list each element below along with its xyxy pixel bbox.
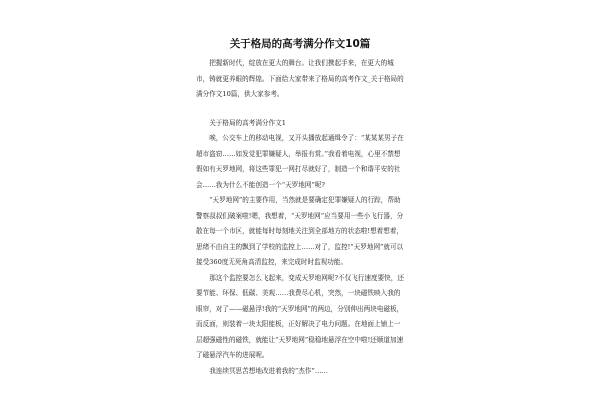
body-paragraph: 那这个监控要怎么飞起来，变成天罗地网呢?不仅飞行速度要快，还要节能、环保、低碳、美观……我费尽心机，突然，一块磁铁映入我的眼帘，对了——磁悬浮!我的“天罗地网”的两边，分别伸出两块电磁板，而反面，则装着一块太阳能板，正好解决了电力问题。在地面上铺上一层超强磁性的磁铁，就能让“天罗地网”稳稳地悬浮在空中啦!还顺道加速了磁悬浮汽车的进展呢。 <box>196 273 404 359</box>
spacer <box>196 103 406 116</box>
page-title: 关于格局的高考满分作文10篇 <box>229 38 371 50</box>
article-body <box>196 56 406 379</box>
body-paragraph: “天罗地网”的主要作用，当然就是要确定犯罪嫌疑人的行踪，帮助警察叔叔们破案啦!嗯，我想着，“天罗地网”应当要用一些小飞行器，分散在每一个市区，就能每时每刻地关注到全部地方的状态啦!想着想着，思绪不由自主的飘到了学校的监控上……对了，监控!“天罗地网”就可以接受360度无死角高清监控，来完成时时监视功能。 <box>196 196 404 266</box>
body-paragraph: 唉，公交车上的移动电视，又开头播放起通缉令了：“某某某男子在超市盗窃……如发觉犯罪嫌疑人，举报有赏。”我看着电视，心里不禁想 假如有天罗地网，将这些罪犯一网打尽就好了，制造一个和谐平安的社会……我为什么不能创造一个“天罗地网”呢? <box>196 134 404 189</box>
intro-paragraph: 把握新时代，绽放在更大的舞台。让我们携起手来，在更大的城市，铸就更养眼的辉煌。下面给大家带来了格局的高考作文_关于格局的满分作文10篇，供大家参考。 <box>196 59 404 98</box>
body-paragraph: 我连续冥思苦想地改进着我的“杰作”…… <box>209 366 329 375</box>
section-heading: 关于格局的高考满分作文1 <box>209 118 286 127</box>
